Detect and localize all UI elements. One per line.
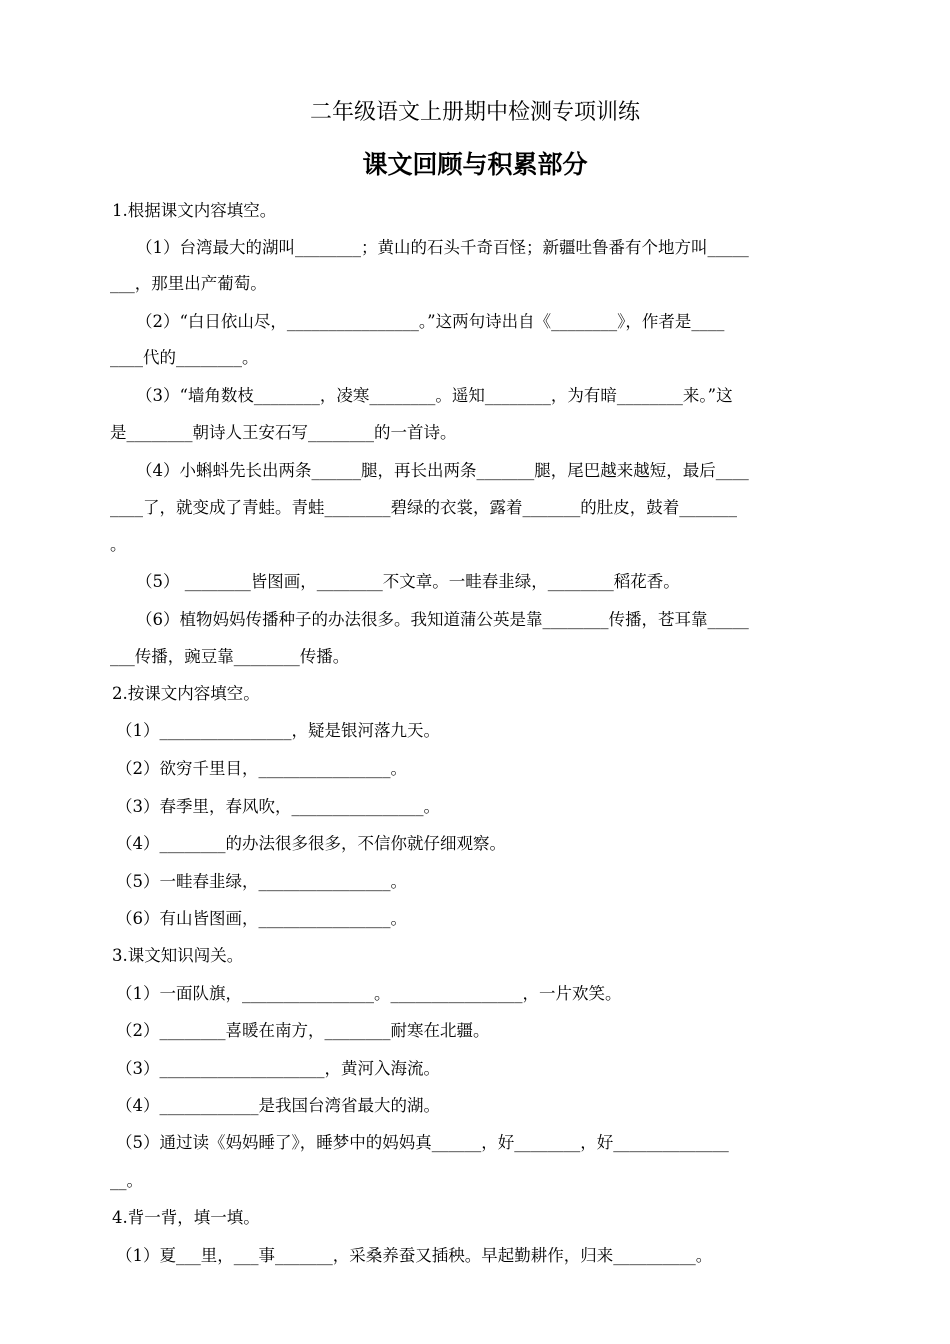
text-line: 是________朝诗人王安石写________的一首诗。 xyxy=(110,423,457,442)
text-line: （5）通过读《妈妈睡了》，睡梦中的妈妈真______，好________，好______________ xyxy=(116,1133,729,1152)
text-line: （2）欲穷千里目，________________。 xyxy=(116,759,407,778)
text-line: （1）一面队旗，________________。________________，一片欢笑。 xyxy=(116,984,622,1003)
text-line: ____代的________。 xyxy=(110,348,259,367)
text-line: （5）一畦春韭绿，________________。 xyxy=(116,872,407,891)
text-line: （5） ________皆图画，________不文章。一畦春韭绿，________稻花香。 xyxy=(136,572,680,591)
text-line: （4）________的办法很多很多，不信你就仔细观察。 xyxy=(116,834,506,853)
section-3-heading: 3.课文知识闯关。 xyxy=(112,946,244,965)
text-line: ____了，就变成了青蛙。青蛙________碧绿的衣裳，露着_______的肚皮，鼓着_______ xyxy=(110,498,737,517)
section-1-heading: 1.根据课文内容填空。 xyxy=(112,201,277,220)
text-line: （1）夏___里，___事_______，采桑养蚕又插秧。早起勤耕作，归来__________。 xyxy=(116,1246,713,1265)
text-line: （1）________________，疑是银河落九天。 xyxy=(116,721,440,740)
text-line: （1）台湾最大的湖叫________；黄山的石头千奇百怪；新疆吐鲁番有个地方叫_____ xyxy=(136,238,749,257)
section-4-heading: 4.背一背，填一填。 xyxy=(112,1208,260,1227)
text-line: ___传播，豌豆靠________传播。 xyxy=(110,647,350,666)
text-line: （4）小蝌蚪先长出两条______腿，再长出两条_______腿，尾巴越来越短，最后____ xyxy=(136,461,749,480)
document-subtitle: 课文回顾与积累部分 xyxy=(362,150,588,179)
text-line: 。 xyxy=(110,535,127,554)
text-line: （6）植物妈妈传播种子的办法很多。我知道蒲公英是靠________传播，苍耳靠_____ xyxy=(136,610,749,629)
text-line: （3）____________________，黄河入海流。 xyxy=(116,1059,440,1078)
section-2-heading: 2.按课文内容填空。 xyxy=(112,684,260,703)
document-title: 二年级语文上册期中检测专项训练 xyxy=(309,100,640,125)
text-line: ___，那里出产葡萄。 xyxy=(110,274,267,293)
text-line: （4）____________是我国台湾省最大的湖。 xyxy=(116,1096,440,1115)
text-line: （6）有山皆图画，________________。 xyxy=(116,909,407,928)
text-line: （2）“白日依山尽，________________。”这两句诗出自《________》，作者是____ xyxy=(136,312,725,331)
text-line: （3）“墙角数枝________，凌寒________。遥知________，为有暗________来。”这 xyxy=(136,386,733,405)
text-line: （2）________喜暖在南方，________耐寒在北疆。 xyxy=(116,1021,490,1040)
text-line: __。 xyxy=(110,1171,143,1190)
text-line: （3）春季里，春风吹，________________。 xyxy=(116,797,440,816)
